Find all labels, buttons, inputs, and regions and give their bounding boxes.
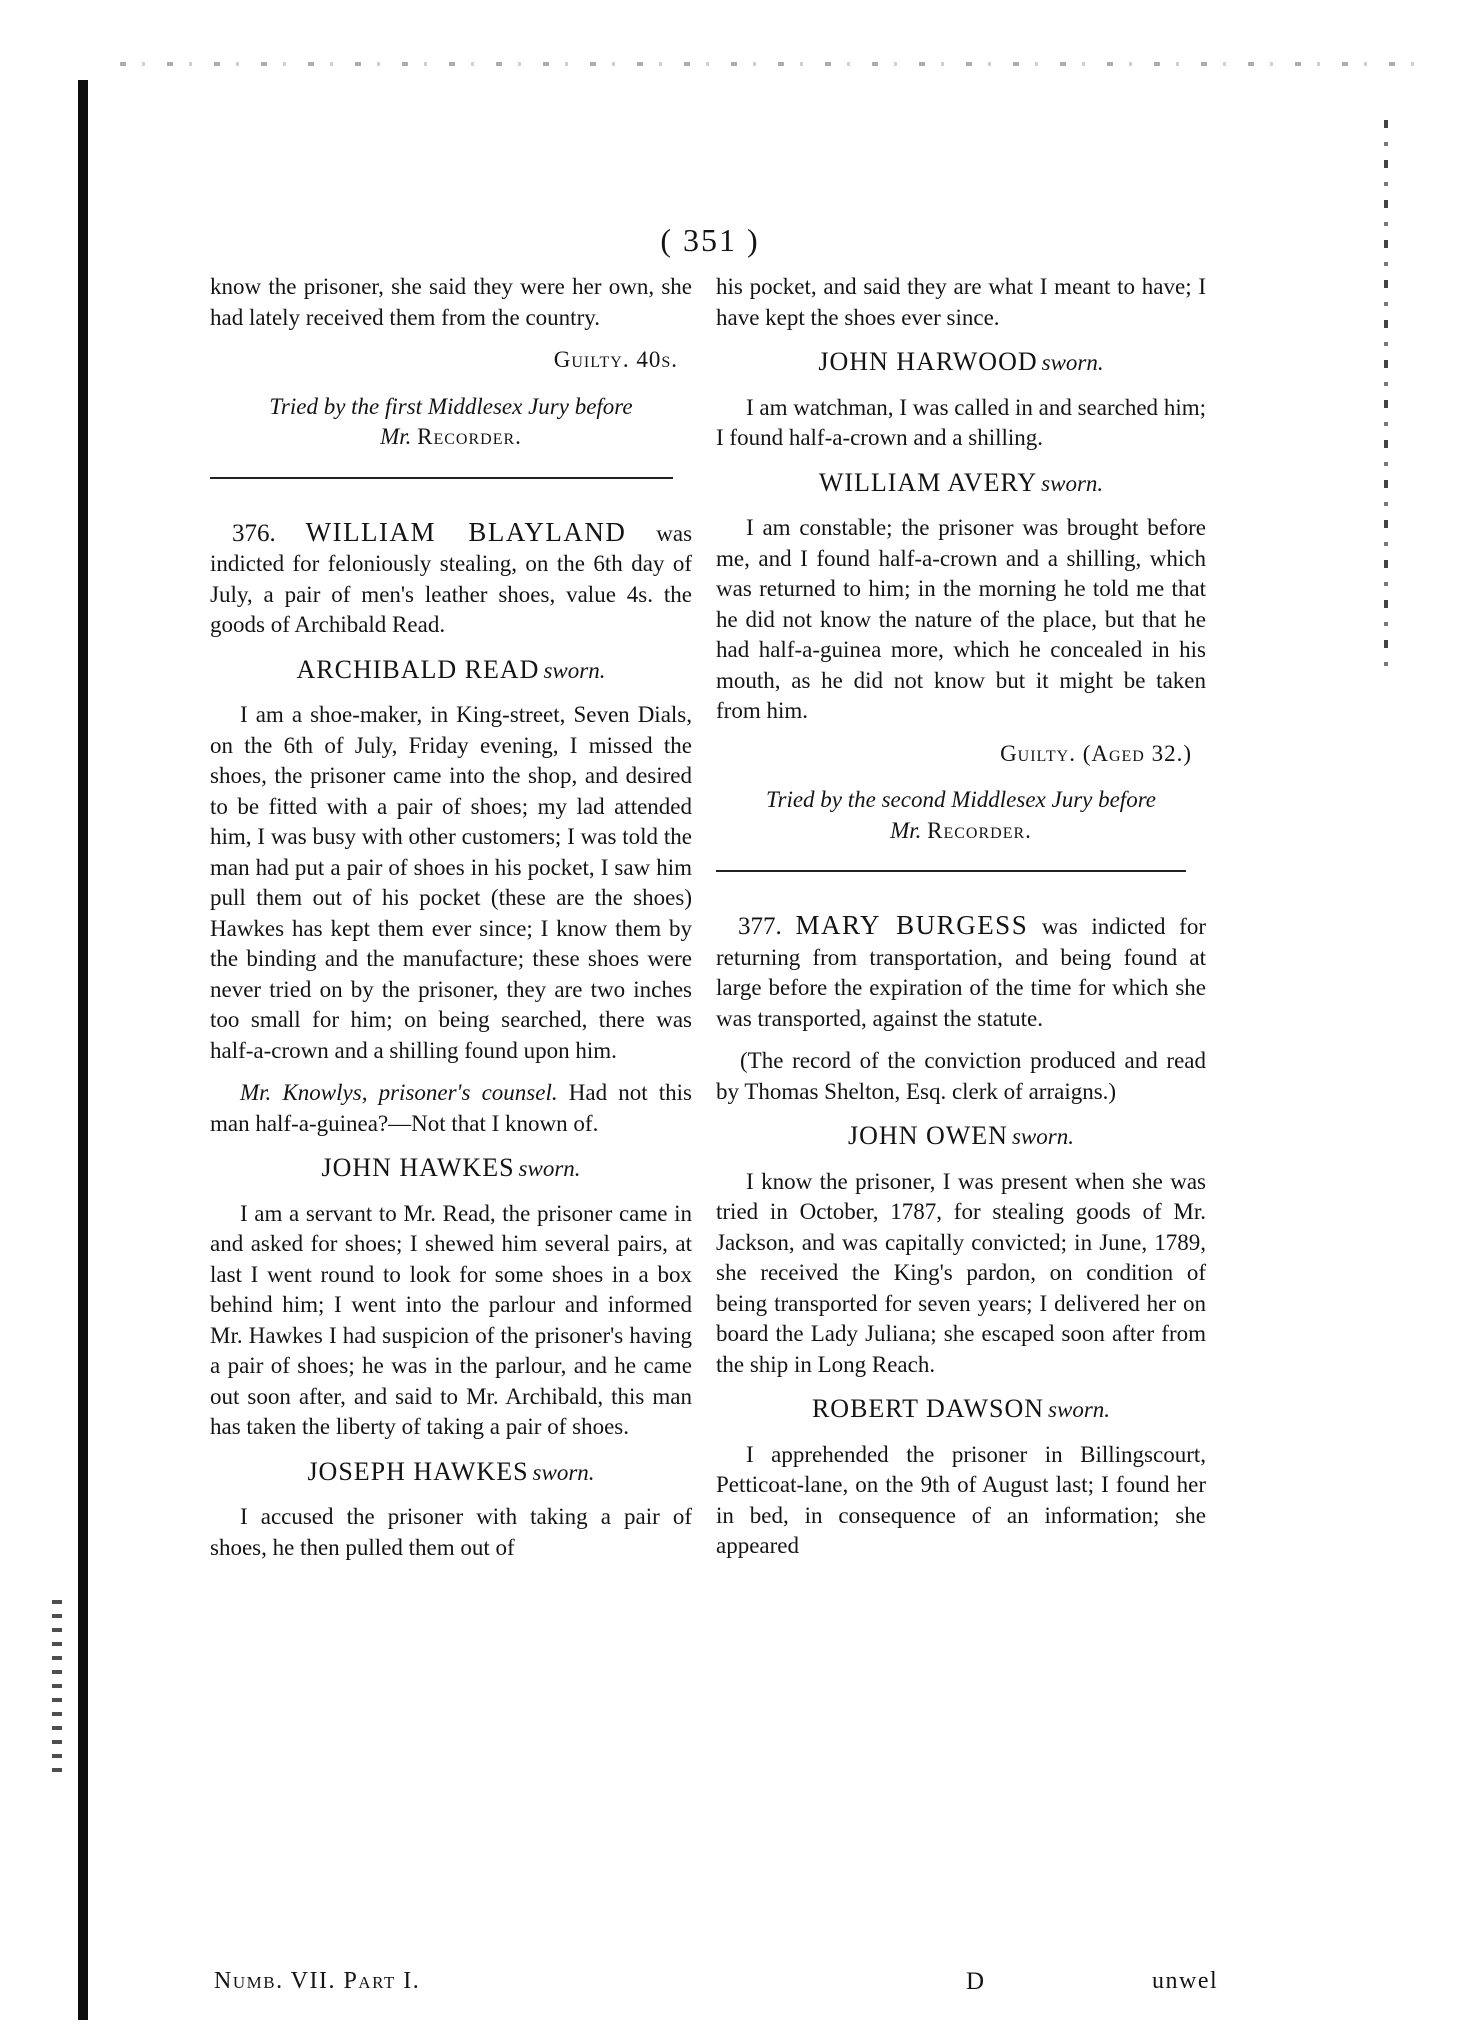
testimony: I am a shoe-maker, in King-street, Seven Dials, on the 6th of July, Friday evening, I missed the shoes, the prisoner came into the shop, and desired to be fitted with a pair of shoes; my lad attended him, I was busy with other customers; I was told the man had put a pair of shoes in his pocket, I saw him pull them out of his pocket (these are the shoes) Hawkes has kept them ever since; I know them by the binding and the manufacture; these shoes were never tried on by the prisoner, they are two inches too small for him; on being searched, there was half-a-crown and a shilling found upon him. — [210, 702, 692, 1063]
case-heading — [716, 910, 1206, 1034]
issue-part-label: Numb. VII. Part I. — [214, 1968, 421, 1994]
continuation-text: his pocket, and said they are what I meant to have; I have kept the shoes ever since. — [716, 274, 1206, 330]
witness-name: JOSEPH HAWKES — [307, 1456, 529, 1486]
scan-noise-right — [1384, 120, 1388, 680]
left-column — [210, 272, 692, 1563]
testimony: I accused the prisoner with taking a pair of shoes, he then pulled them out of — [210, 1504, 692, 1560]
witness-name: WILLIAM AVERY — [818, 467, 1038, 497]
indictment-text: was indicted for feloniously stealing, on the 6th day of July, a pair of men's leather shoes, value 4s. the goods of Archibald Read. — [210, 520, 693, 637]
catchword: unwel — [1152, 1968, 1219, 1994]
jury-note-officer: Recorder. — [417, 424, 522, 449]
counsel-label: Mr. Knowlys, prisoner's counsel. — [240, 1080, 558, 1105]
witness-heading — [716, 1394, 1206, 1426]
testimony: I am constable; the prisoner was brought before me, and I found half-a-crown and a shilling, which was returned to him; in the morning he told me that he did not know the nature of the place, but that he had half-a-guinea more, which he concealed in his mouth, as he did not know but it might be taken from him. — [716, 515, 1206, 723]
witness-name: JOHN HARWOOD — [818, 347, 1038, 376]
binding-shadow — [78, 80, 88, 2020]
scan-noise-left — [52, 1600, 62, 1780]
sworn-label: sworn. — [1041, 470, 1104, 496]
jury-note-text: Tried by the first Middlesex Jury before — [269, 393, 633, 419]
indictment-text: was indicted for returning from transportation, and being found at large before the expiration of the time for which she was transported, against the statute. — [716, 914, 1206, 1031]
section-divider — [716, 870, 1186, 872]
witness-heading — [716, 347, 1206, 379]
counsel-question — [210, 1078, 692, 1139]
verdict: Guilty. 40s. — [553, 347, 678, 372]
sworn-label: sworn. — [1011, 1124, 1074, 1149]
witness-name: JOHN HAWKES — [321, 1153, 515, 1182]
witness-heading — [210, 655, 692, 687]
witness-name: JOHN OWEN — [848, 1121, 1008, 1150]
jury-note-text: Tried by the second Middlesex Jury before — [765, 787, 1157, 812]
testimony: I am watchman, I was called in and searched him; I found half-a-crown and a shilling. — [716, 394, 1206, 450]
sworn-label: sworn. — [518, 1156, 581, 1181]
jury-note — [210, 392, 692, 453]
verdict: Guilty. (Aged 32.) — [1000, 740, 1192, 766]
scan-noise-top — [120, 62, 1420, 66]
defendant-name: MARY BURGESS — [795, 910, 1029, 940]
case-number: 376. — [232, 519, 276, 547]
witness-heading — [210, 1153, 692, 1185]
testimony: I apprehended the prisoner in Billingscourt, Petticoat-lane, on the 9th of August last; I found her in bed, in consequence of an information; she appeared — [716, 1441, 1206, 1558]
jury-note-title: Mr. — [380, 424, 412, 449]
case-number: 377. — [738, 913, 782, 940]
testimony: I am a servant to Mr. Read, the prisoner came in and asked for shoes; I shewed him several pairs, at last I went round to look for some shoes in a box behind him; I went into the parlour and informed Mr. Hawkes I had suspicion of the prisoner's having a pair of shoes; he was in the parlour, and he came out soon after, and said to Mr. Archibald, this man has taken the liberty of taking a pair of shoes. — [210, 1200, 692, 1439]
sworn-label: sworn. — [543, 657, 606, 683]
sworn-label: sworn. — [1048, 1397, 1111, 1422]
testimony: I know the prisoner, I was present when she was tried in October, 1787, for stealing goods of Mr. Jackson, and was capitally convicted; in June, 1789, she received the King's pardon, on condition of being transported for seven years; I delivered her on board the Lady Juliana; she escaped soon after from the ship in Long Reach. — [716, 1168, 1206, 1377]
jury-note-title: Mr. — [890, 817, 922, 843]
case-heading — [210, 517, 692, 641]
witness-heading — [210, 1457, 692, 1489]
witness-heading — [716, 1121, 1206, 1153]
right-column — [716, 272, 1206, 1562]
signature-mark: D — [966, 1968, 986, 1995]
counsel-text: Had not this man half-a-guinea?—Not that I known of. — [210, 1080, 692, 1136]
witness-heading — [716, 468, 1206, 500]
jury-note-officer: Recorder. — [927, 817, 1032, 843]
record-note: (The record of the conviction produced and read by Thomas Shelton, Esq. clerk of arraigns.) — [716, 1048, 1206, 1104]
page-number: ( 351 ) — [660, 222, 760, 258]
witness-name: ROBERT DAWSON — [811, 1394, 1045, 1423]
section-divider — [210, 477, 673, 479]
jury-note — [716, 785, 1206, 846]
defendant-name: WILLIAM BLAYLAND — [305, 516, 627, 547]
sworn-label: sworn. — [1041, 350, 1104, 375]
sworn-label: sworn. — [532, 1459, 595, 1485]
continuation-text: know the prisoner, she said they were her own, she had lately received them from the country. — [210, 274, 692, 330]
witness-name: ARCHIBALD READ — [296, 654, 540, 684]
